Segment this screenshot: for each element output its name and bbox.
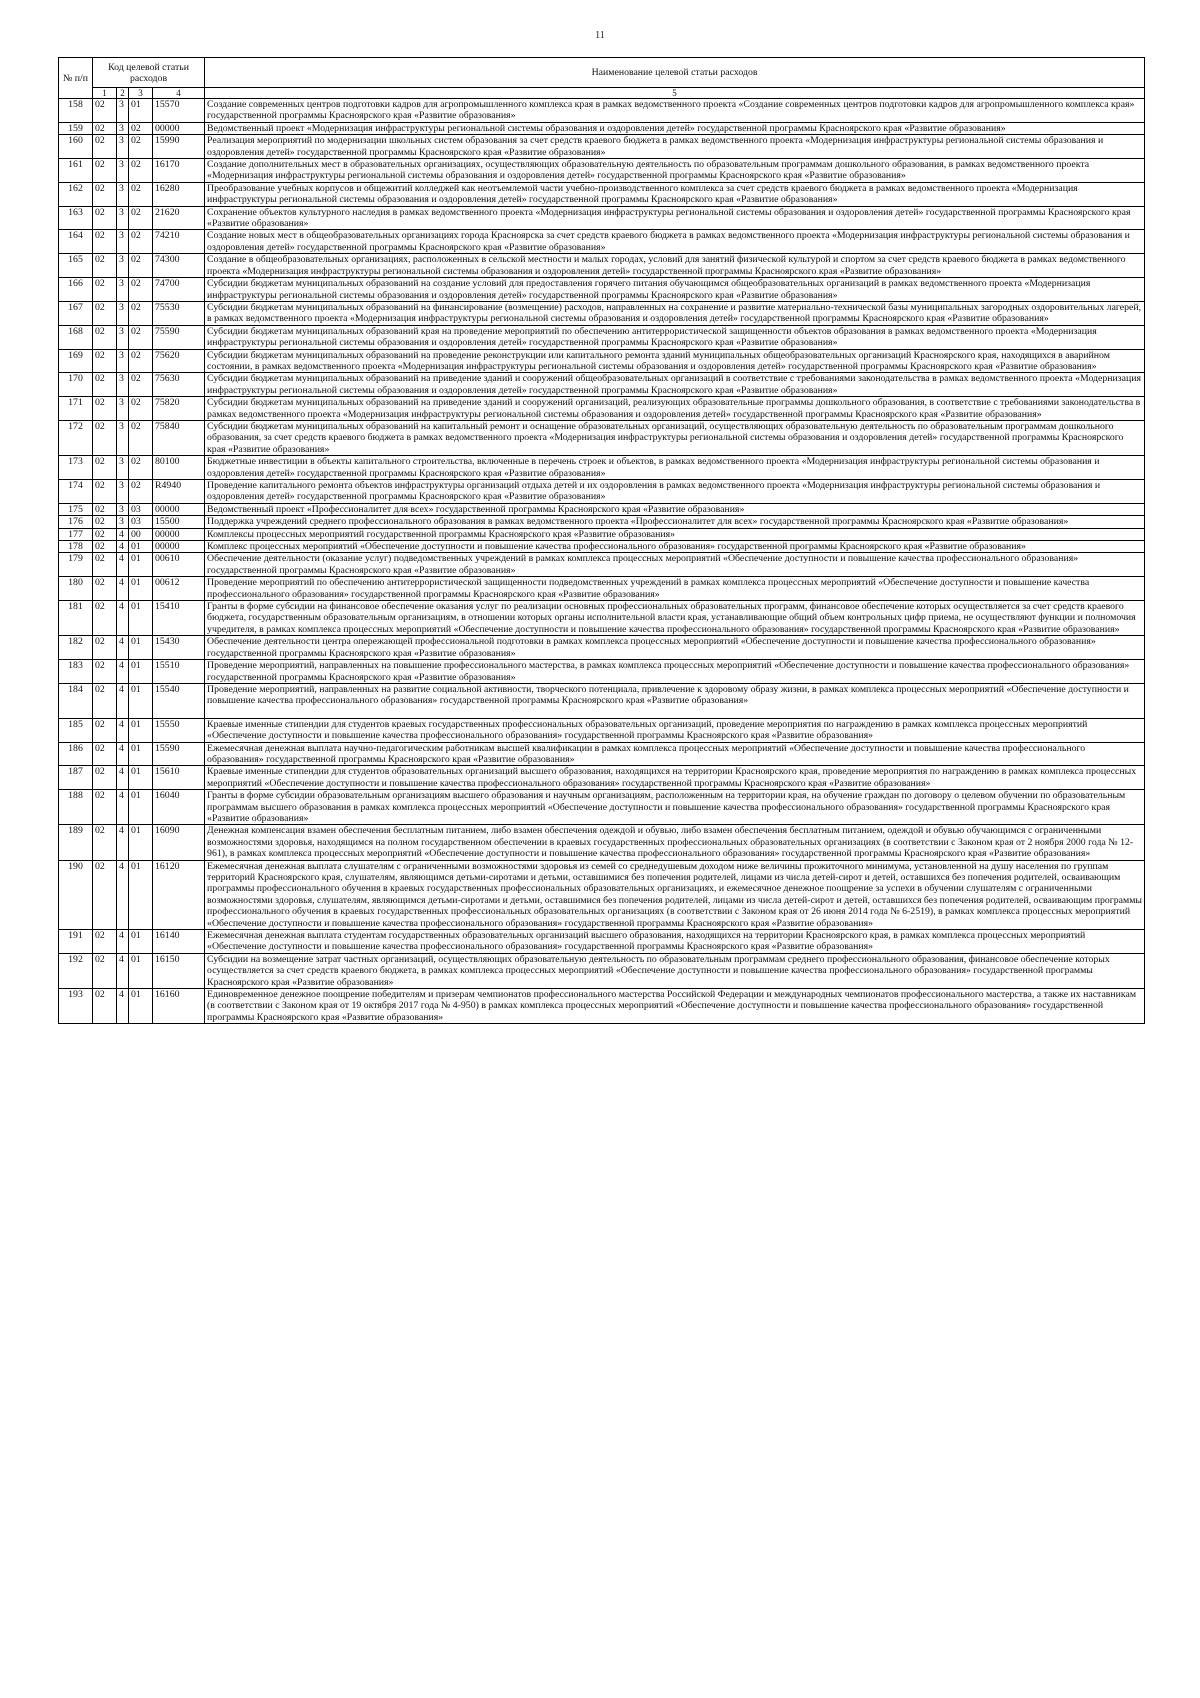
- code-program: 02: [93, 516, 117, 528]
- table-row: [59, 860, 1145, 929]
- row-name: Реализация мероприятий по модернизации школьных систем образования за счет средств краевого бюджета в рамках ведомственного проекта «Модернизация инфраструктуры региональной системы образования и оздоровления детей» государственной программы Красноярского края «Развитие образования»: [205, 135, 1145, 159]
- code-item: 02: [129, 206, 153, 230]
- table-header: [59, 58, 1145, 99]
- code-type: 3: [117, 301, 129, 325]
- code-type: 4: [117, 742, 129, 766]
- code-type: 3: [117, 325, 129, 349]
- table-row: [59, 99, 1145, 123]
- code-item: 02: [129, 456, 153, 480]
- page-number: 11: [595, 30, 605, 41]
- code-type: 4: [117, 636, 129, 660]
- code-item: 01: [129, 99, 153, 123]
- code-type: 3: [117, 122, 129, 134]
- code-type: 3: [117, 206, 129, 230]
- code-program: 02: [93, 373, 117, 397]
- code-item: 02: [129, 420, 153, 455]
- code-type: 4: [117, 660, 129, 684]
- code-type: 3: [117, 99, 129, 123]
- code-type: 3: [117, 230, 129, 254]
- row-name: Проведение мероприятий, направленных на развитие социальной активности, творческого потенциала, привлечение к здоровому образу жизни, в рамках комплекса процессных мероприятий «Обеспечение доступности и повышение качества профессионального образования» государственной программы Красноярского края «Развитие образования»: [205, 683, 1145, 718]
- code-item: 03: [129, 503, 153, 515]
- code-direction: 15990: [153, 135, 205, 159]
- row-number: 186: [59, 742, 93, 766]
- row-number: 191: [59, 930, 93, 954]
- code-type: 4: [117, 766, 129, 790]
- header-name: Наименование целевой статьи расходов: [205, 58, 1145, 88]
- row-number: 171: [59, 397, 93, 421]
- code-direction: 16280: [153, 182, 205, 206]
- code-item: 02: [129, 301, 153, 325]
- row-number: 180: [59, 577, 93, 601]
- code-item: 02: [129, 278, 153, 302]
- row-number: 183: [59, 660, 93, 684]
- code-direction: 00610: [153, 553, 205, 577]
- code-direction: 15550: [153, 718, 205, 742]
- row-name: Сохранение объектов культурного наследия в рамках ведомственного проекта «Модернизация инфраструктуры региональной системы образования и оздоровления детей» государственной программы Красноярского края «Развитие образования»: [205, 206, 1145, 230]
- header-col-1: 1: [93, 88, 117, 99]
- table-row: [59, 742, 1145, 766]
- row-number: 174: [59, 480, 93, 504]
- code-type: 3: [117, 503, 129, 515]
- row-name: Ежемесячная денежная выплата студентам государственных образовательных организаций высшего образования, находящихся на территории Красноярского края, в рамках комплекса процессных мероприятий «Обеспечение доступности и повышение качества профессионального образования» государственной программы Красноярского края «Развитие образования»: [205, 930, 1145, 954]
- row-name: Ведомственный проект «Профессионалитет для всех» государственной программы Красноярского края «Развитие образования»: [205, 503, 1145, 515]
- table-row: [59, 349, 1145, 373]
- code-program: 02: [93, 601, 117, 636]
- code-item: 01: [129, 601, 153, 636]
- row-number: 177: [59, 528, 93, 540]
- code-item: 02: [129, 397, 153, 421]
- header-col-3: 3: [129, 88, 153, 99]
- code-direction: 15540: [153, 683, 205, 718]
- row-name: Проведение мероприятий, направленных на повышение профессионального мастерства, в рамках комплекса процессных мероприятий «Обеспечение доступности и повышение качества профессионального образования» государственной программы Красноярского края «Развитие образования»: [205, 660, 1145, 684]
- code-item: 01: [129, 683, 153, 718]
- table-row: [59, 182, 1145, 206]
- code-type: 3: [117, 456, 129, 480]
- table-row: [59, 420, 1145, 455]
- code-program: 02: [93, 577, 117, 601]
- code-program: 02: [93, 480, 117, 504]
- code-item: 00: [129, 528, 153, 540]
- code-direction: 15570: [153, 99, 205, 123]
- code-type: 3: [117, 349, 129, 373]
- code-type: 3: [117, 373, 129, 397]
- code-program: 02: [93, 766, 117, 790]
- row-number: 168: [59, 325, 93, 349]
- code-type: 4: [117, 930, 129, 954]
- table-body: [59, 99, 1145, 1024]
- code-item: 01: [129, 860, 153, 929]
- code-direction: 74700: [153, 278, 205, 302]
- code-direction: 16160: [153, 989, 205, 1024]
- code-program: 02: [93, 503, 117, 515]
- code-direction: 15590: [153, 742, 205, 766]
- row-number: 189: [59, 825, 93, 860]
- table-row: [59, 683, 1145, 718]
- code-type: 4: [117, 528, 129, 540]
- code-program: 02: [93, 349, 117, 373]
- table-row: [59, 373, 1145, 397]
- table-row: [59, 254, 1145, 278]
- code-program: 02: [93, 159, 117, 183]
- code-direction: R4940: [153, 480, 205, 504]
- row-name: Комплекс процессных мероприятий «Обеспечение доступности и повышение качества профессионального образования» государственной программы Красноярского края «Развитие образования»: [205, 541, 1145, 553]
- table-row: [59, 325, 1145, 349]
- row-name: Единовременное денежное поощрение победителям и призерам чемпионатов профессионального мастерства Российской Федерации и международных чемпионатов профессионального мастерства, а также их наставникам (в соответствии с Законом края от 19 октября 2017 года № 4-950) в рамках комплекса процессных мероприятий «Обеспечение доступности и повышение качества профессионального образования» государственной программы Красноярского края «Развитие образования»: [205, 989, 1145, 1024]
- code-type: 4: [117, 553, 129, 577]
- code-program: 02: [93, 790, 117, 825]
- row-name: Создание дополнительных мест в образовательных организациях, осуществляющих образовательную деятельность по образовательным программам дошкольного образования, в рамках ведомственного проекта «Модернизация инфраструктуры региональной системы образования и оздоровления детей» государственной программы Красноярского края «Развитие образования»: [205, 159, 1145, 183]
- code-item: 02: [129, 135, 153, 159]
- table-row: [59, 577, 1145, 601]
- code-direction: 00000: [153, 528, 205, 540]
- row-number: 162: [59, 182, 93, 206]
- code-type: 4: [117, 825, 129, 860]
- code-direction: 00000: [153, 503, 205, 515]
- row-name: Гранты в форме субсидии на финансовое обеспечение оказания услуг по реализации основных профессиональных образовательных программ, финансовое обеспечение которых осуществляется за счет средств краевого бюджета, государственным образовательным организациям, в отношении которых органы исполнительной власти края, устанавливающие общий объем контрольных цифр приема, не осуществляют функции и полномочия учредителя, в рамках комплекса процессных мероприятий «Обеспечение доступности и повышение качества профессионального образования» государственной программы Красноярского края «Развитие образования»: [205, 601, 1145, 636]
- table-row: [59, 516, 1145, 528]
- code-item: 01: [129, 553, 153, 577]
- table-row: [59, 230, 1145, 254]
- code-item: 02: [129, 325, 153, 349]
- code-direction: 75620: [153, 349, 205, 373]
- row-number: 170: [59, 373, 93, 397]
- row-name: Создание в общеобразовательных организациях, расположенных в сельской местности и малых городах, условий для занятий физической культурой и спортом за счет средств краевого бюджета в рамках ведомственного проекта «Модернизация инфраструктуры региональной системы образования и оздоровления детей» государственной программы Красноярского края «Развитие образования»: [205, 254, 1145, 278]
- table-row: [59, 766, 1145, 790]
- code-program: 02: [93, 420, 117, 455]
- table-row: [59, 989, 1145, 1024]
- row-number: 166: [59, 278, 93, 302]
- code-item: 01: [129, 790, 153, 825]
- row-number: 172: [59, 420, 93, 455]
- row-name: Проведение мероприятий по обеспечению антитеррористической защищенности подведомственных учреждений в рамках комплекса процессных мероприятий «Обеспечение доступности и повышение качества профессионального образования» государственной программы Красноярского края «Развитие образования»: [205, 577, 1145, 601]
- code-item: 01: [129, 989, 153, 1024]
- target-items-table: [58, 57, 1145, 1024]
- code-program: 02: [93, 254, 117, 278]
- table-row: [59, 278, 1145, 302]
- table-row: [59, 503, 1145, 515]
- row-name: Преобразование учебных корпусов и общежитий колледжей как неотъемлемой части учебно-производственного комплекса за счет средств краевого бюджета в рамках ведомственного проекта «Модернизация инфраструктуры региональной системы образования и оздоровления детей» государственной программы Красноярского края «Развитие образования»: [205, 182, 1145, 206]
- code-direction: 75530: [153, 301, 205, 325]
- code-direction: 16040: [153, 790, 205, 825]
- code-direction: 16170: [153, 159, 205, 183]
- table-row: [59, 397, 1145, 421]
- header-col-2: 2: [117, 88, 129, 99]
- row-number: 175: [59, 503, 93, 515]
- code-item: 01: [129, 930, 153, 954]
- code-type: 4: [117, 683, 129, 718]
- row-number: 164: [59, 230, 93, 254]
- row-number: 192: [59, 953, 93, 988]
- table-row: [59, 718, 1145, 742]
- row-number: 185: [59, 718, 93, 742]
- row-name: Комплексы процессных мероприятий государственной программы Красноярского края «Развитие образования»: [205, 528, 1145, 540]
- code-program: 02: [93, 553, 117, 577]
- table-row: [59, 601, 1145, 636]
- table-row: [59, 553, 1145, 577]
- row-name: Субсидии бюджетам муниципальных образований на финансирование (возмещение) расходов, направленных на сохранение и развитие материально-технической базы муниципальных загородных оздоровительных лагерей, в рамках ведомственного проекта «Модернизация инфраструктуры региональной системы образования и оздоровления детей» государственной программы Красноярского края «Развитие образования»: [205, 301, 1145, 325]
- code-direction: 16120: [153, 860, 205, 929]
- code-direction: 74300: [153, 254, 205, 278]
- row-number: 184: [59, 683, 93, 718]
- code-direction: 80100: [153, 456, 205, 480]
- table-row: [59, 930, 1145, 954]
- row-name: Обеспечение деятельности центра опережающей профессиональной подготовки в рамках комплекса процессных мероприятий «Обеспечение доступности и повышение качества профессионального образования» государственной программы Красноярского края «Развитие образования»: [205, 636, 1145, 660]
- row-name: Ежемесячная денежная выплата слушателям с ограниченными возможностями здоровья из семей со среднедушевым доходом ниже величины прожиточного минимума, установленной на душу населения по группам территорий Красноярского края, слушателям, являющимся детьми-сиротами и детьми, оставшимися без попечения родителей, лицами из числа детей-сирот и детей, оставшихся без попечения родителей, осваивающим программы профессионального обучения в краевых государственных профессиональных образовательных организациях, и ежемесячное денежное поощрение за успехи в обучении слушателям с ограниченными возможностями здоровья, слушателям, являющимся детьми-сиротами и детьми, оставшимися без попечения родителей, лицами из числа детей-сирот и детей, оставшихся без попечения родителей, осваивающим программы профессионального обучения в краевых государственных профессиональных образовательных организациях (в соответствии с Законом края от 26 июня 2014 года № 6-2519), в рамках комплекса процессных мероприятий «Обеспечение доступности и повышение качества профессионального образования» государственной программы Красноярского края «Развитие образования»: [205, 860, 1145, 929]
- row-name: Краевые именные стипендии для студентов краевых государственных профессиональных образовательных организаций, проведение мероприятия по награждению в рамках комплекса процессных мероприятий «Обеспечение доступности и повышение качества профессионального образования» государственной программы Красноярского края «Развитие образования»: [205, 718, 1145, 742]
- code-type: 3: [117, 516, 129, 528]
- code-type: 4: [117, 718, 129, 742]
- row-name: Создание современных центров подготовки кадров для агропромышленного комплекса края в рамках ведомственного проекта «Создание современных центров подготовки кадров для агропромышленного комплекса края» государственной программы Красноярского края «Развитие образования»: [205, 99, 1145, 123]
- table-row: [59, 660, 1145, 684]
- code-direction: 15610: [153, 766, 205, 790]
- table-row: [59, 790, 1145, 825]
- row-name: Субсидии на возмещение затрат частных организаций, осуществляющих образовательную деятельность по образовательным программам среднего профессионального образования, финансовое обеспечение которых осуществляется за счет средств краевого бюджета, в рамках комплекса процессных мероприятий «Обеспечение доступности и повышение качества профессионального образования» государственной программы Красноярского края «Развитие образования»: [205, 953, 1145, 988]
- code-program: 02: [93, 182, 117, 206]
- row-name: Поддержка учреждений среднего профессионального образования в рамках ведомственного проекта «Профессионалитет для всех» государственной программы Красноярского края «Развитие образования»: [205, 516, 1145, 528]
- code-item: 01: [129, 766, 153, 790]
- row-number: 190: [59, 860, 93, 929]
- code-program: 02: [93, 325, 117, 349]
- code-direction: 75630: [153, 373, 205, 397]
- code-type: 4: [117, 860, 129, 929]
- row-number: 187: [59, 766, 93, 790]
- code-item: 02: [129, 230, 153, 254]
- header-code: Код целевой статьи расходов: [93, 58, 205, 88]
- row-name: Краевые именные стипендии для студентов образовательных организаций высшего образования, находящихся на территории Красноярского края, проведение мероприятия по награждению в рамках комплекса процессных мероприятий «Обеспечение доступности и повышение качества профессионального образования» государственной программы Красноярского края «Развитие образования»: [205, 766, 1145, 790]
- row-number: 178: [59, 541, 93, 553]
- code-item: 01: [129, 577, 153, 601]
- code-item: 02: [129, 480, 153, 504]
- code-item: 01: [129, 541, 153, 553]
- code-program: 02: [93, 930, 117, 954]
- code-program: 02: [93, 660, 117, 684]
- code-item: 01: [129, 718, 153, 742]
- row-name: Субсидии бюджетам муниципальных образований на создание условий для предоставления горячего питания обучающимся общеобразовательных организаций в рамках ведомственного проекта «Модернизация инфраструктуры региональной системы образования и оздоровления детей» государственной программы Красноярского края «Развитие образования»: [205, 278, 1145, 302]
- code-direction: 16140: [153, 930, 205, 954]
- row-number: 188: [59, 790, 93, 825]
- code-item: 01: [129, 742, 153, 766]
- code-item: 01: [129, 636, 153, 660]
- code-direction: 16150: [153, 953, 205, 988]
- row-number: 176: [59, 516, 93, 528]
- table-row: [59, 301, 1145, 325]
- code-type: 3: [117, 420, 129, 455]
- table-row: [59, 135, 1145, 159]
- table-row: [59, 636, 1145, 660]
- code-direction: 16090: [153, 825, 205, 860]
- row-name: Ведомственный проект «Модернизация инфраструктуры региональной системы образования и оздоровления детей» государственной программы Красноярского края «Развитие образования»: [205, 122, 1145, 134]
- row-number: 159: [59, 122, 93, 134]
- code-program: 02: [93, 528, 117, 540]
- row-name: Бюджетные инвестиции в объекты капитального строительства, включенные в перечень строек и объектов, в рамках ведомственного проекта «Модернизация инфраструктуры региональной системы образования и оздоровления детей» государственной программы Красноярского края «Развитие образования»: [205, 456, 1145, 480]
- code-program: 02: [93, 953, 117, 988]
- row-number: 179: [59, 553, 93, 577]
- code-direction: 15430: [153, 636, 205, 660]
- code-program: 02: [93, 230, 117, 254]
- code-direction: 00612: [153, 577, 205, 601]
- code-type: 4: [117, 577, 129, 601]
- code-program: 02: [93, 99, 117, 123]
- table-row: [59, 206, 1145, 230]
- header-col-4: 4: [153, 88, 205, 99]
- row-name: Гранты в форме субсидии образовательным организациям высшего образования и научным организациям, расположенным на территории края, на обучение граждан по договору о целевом обучении по образовательным программам высшего образования в рамках комплекса процессных мероприятий «Обеспечение доступности и повышение качества профессионального образования» государственной программы Красноярского края «Развитие образования»: [205, 790, 1145, 825]
- table-row: [59, 541, 1145, 553]
- code-program: 02: [93, 636, 117, 660]
- code-type: 4: [117, 601, 129, 636]
- code-program: 02: [93, 718, 117, 742]
- row-name: Обеспечение деятельности (оказание услуг) подведомственных учреждений в рамках комплекса процессных мероприятий «Обеспечение доступности и повышение качества профессионального образования» государственной программы Красноярского края «Развитие образования»: [205, 553, 1145, 577]
- code-item: 02: [129, 373, 153, 397]
- code-item: 02: [129, 349, 153, 373]
- row-number: 193: [59, 989, 93, 1024]
- code-type: 4: [117, 790, 129, 825]
- header-number: № п/п: [59, 58, 93, 99]
- header-col-5: 5: [205, 88, 1145, 99]
- row-number: 165: [59, 254, 93, 278]
- code-type: 3: [117, 480, 129, 504]
- row-name: Ежемесячная денежная выплата научно-педагогическим работникам высшей квалификации в рамках комплекса процессных мероприятий «Обеспечение доступности и повышение качества профессионального образования» государственной программы Красноярского края «Развитие образования»: [205, 742, 1145, 766]
- code-item: 02: [129, 182, 153, 206]
- code-program: 02: [93, 206, 117, 230]
- code-direction: 15410: [153, 601, 205, 636]
- code-type: 4: [117, 953, 129, 988]
- code-program: 02: [93, 301, 117, 325]
- code-type: 3: [117, 182, 129, 206]
- code-direction: 15500: [153, 516, 205, 528]
- table-row: [59, 159, 1145, 183]
- code-item: 01: [129, 825, 153, 860]
- code-program: 02: [93, 541, 117, 553]
- row-number: 167: [59, 301, 93, 325]
- table-row: [59, 528, 1145, 540]
- row-name: Субсидии бюджетам муниципальных образований на проведение реконструкции или капитального ремонта зданий муниципальных общеобразовательных организаций Красноярского края, находящихся в аварийном состоянии, в рамках ведомственного проекта «Модернизация инфраструктуры региональной системы образования и оздоровления детей» государственной программы Красноярского края «Развитие образования»: [205, 349, 1145, 373]
- code-type: 4: [117, 989, 129, 1024]
- code-type: 4: [117, 541, 129, 553]
- table-row: [59, 953, 1145, 988]
- table-row: [59, 122, 1145, 134]
- row-name: Создание новых мест в общеобразовательных организациях города Красноярска за счет средств краевого бюджета в рамках ведомственного проекта «Модернизация инфраструктуры региональной системы образования и оздоровления детей» государственной программы Красноярского края «Развитие образования»: [205, 230, 1145, 254]
- code-type: 3: [117, 254, 129, 278]
- table-row: [59, 825, 1145, 860]
- code-type: 3: [117, 397, 129, 421]
- row-name: Субсидии бюджетам муниципальных образований на капитальный ремонт и оснащение образовательных организаций, осуществляющих образовательную деятельность по образовательным программам дошкольного образования, за счет средств краевого бюджета в рамках ведомственного проекта «Модернизация инфраструктуры региональной системы образования и оздоровления детей» государственной программы Красноярского края «Развитие образования»: [205, 420, 1145, 455]
- row-number: 158: [59, 99, 93, 123]
- code-program: 02: [93, 742, 117, 766]
- code-program: 02: [93, 860, 117, 929]
- code-program: 02: [93, 122, 117, 134]
- row-name: Проведение капитального ремонта объектов инфраструктуры организаций отдыха детей и их оздоровления в рамках ведомственного проекта «Модернизация инфраструктуры региональной системы образования и оздоровления детей» государственной программы Красноярского края «Развитие образования»: [205, 480, 1145, 504]
- code-direction: 21620: [153, 206, 205, 230]
- code-program: 02: [93, 825, 117, 860]
- code-direction: 75820: [153, 397, 205, 421]
- row-number: 169: [59, 349, 93, 373]
- code-item: 02: [129, 122, 153, 134]
- row-number: 181: [59, 601, 93, 636]
- table-row: [59, 480, 1145, 504]
- code-type: 3: [117, 278, 129, 302]
- code-direction: 74210: [153, 230, 205, 254]
- code-program: 02: [93, 135, 117, 159]
- code-program: 02: [93, 397, 117, 421]
- code-item: 02: [129, 159, 153, 183]
- row-number: 161: [59, 159, 93, 183]
- table-row: [59, 456, 1145, 480]
- row-number: 163: [59, 206, 93, 230]
- row-number: 160: [59, 135, 93, 159]
- code-direction: 15510: [153, 660, 205, 684]
- code-item: 01: [129, 660, 153, 684]
- row-name: Субсидии бюджетам муниципальных образований на приведение зданий и сооружений общеобразовательных организаций в соответствие с требованиями законодательства в рамках ведомственного проекта «Модернизация инфраструктуры региональной системы образования и оздоровления детей» государственной программы Красноярского края «Развитие образования»: [205, 373, 1145, 397]
- code-program: 02: [93, 989, 117, 1024]
- code-item: 01: [129, 953, 153, 988]
- row-name: Субсидии бюджетам муниципальных образований на приведение зданий и сооружений организаций, реализующих образовательные программы дошкольного образования, в соответствие с требованиями законодательства в рамках ведомственного проекта «Модернизация инфраструктуры региональной системы образования и оздоровления детей» государственной программы Красноярского края «Развитие образования»: [205, 397, 1145, 421]
- row-name: Субсидии бюджетам муниципальных образований края на проведение мероприятий по обеспечению антитеррористической защищенности объектов образования в рамках ведомственного проекта «Модернизация инфраструктуры региональной системы образования и оздоровления детей» государственной программы Красноярского края «Развитие образования»: [205, 325, 1145, 349]
- code-item: 03: [129, 516, 153, 528]
- code-program: 02: [93, 683, 117, 718]
- code-item: 02: [129, 254, 153, 278]
- code-direction: 00000: [153, 541, 205, 553]
- code-direction: 75840: [153, 420, 205, 455]
- row-number: 182: [59, 636, 93, 660]
- code-type: 3: [117, 135, 129, 159]
- code-program: 02: [93, 278, 117, 302]
- row-number: 173: [59, 456, 93, 480]
- code-direction: 00000: [153, 122, 205, 134]
- row-name: Денежная компенсация взамен обеспечения бесплатным питанием, либо взамен обеспечения одеждой и обувью, либо взамен обеспечения бесплатным питанием, одеждой и обувью обучающимся с ограниченными возможностями здоровья, находящимся на полном государственном обеспечении в краевых государственных профессиональных образовательных организациях (в соответствии с Законом края от 2 ноября 2000 года № 12-961), в рамках комплекса процессных мероприятий «Обеспечение доступности и повышение качества профессионального образования» государственной программы Красноярского края «Развитие образования»: [205, 825, 1145, 860]
- code-direction: 75590: [153, 325, 205, 349]
- code-type: 3: [117, 159, 129, 183]
- code-program: 02: [93, 456, 117, 480]
